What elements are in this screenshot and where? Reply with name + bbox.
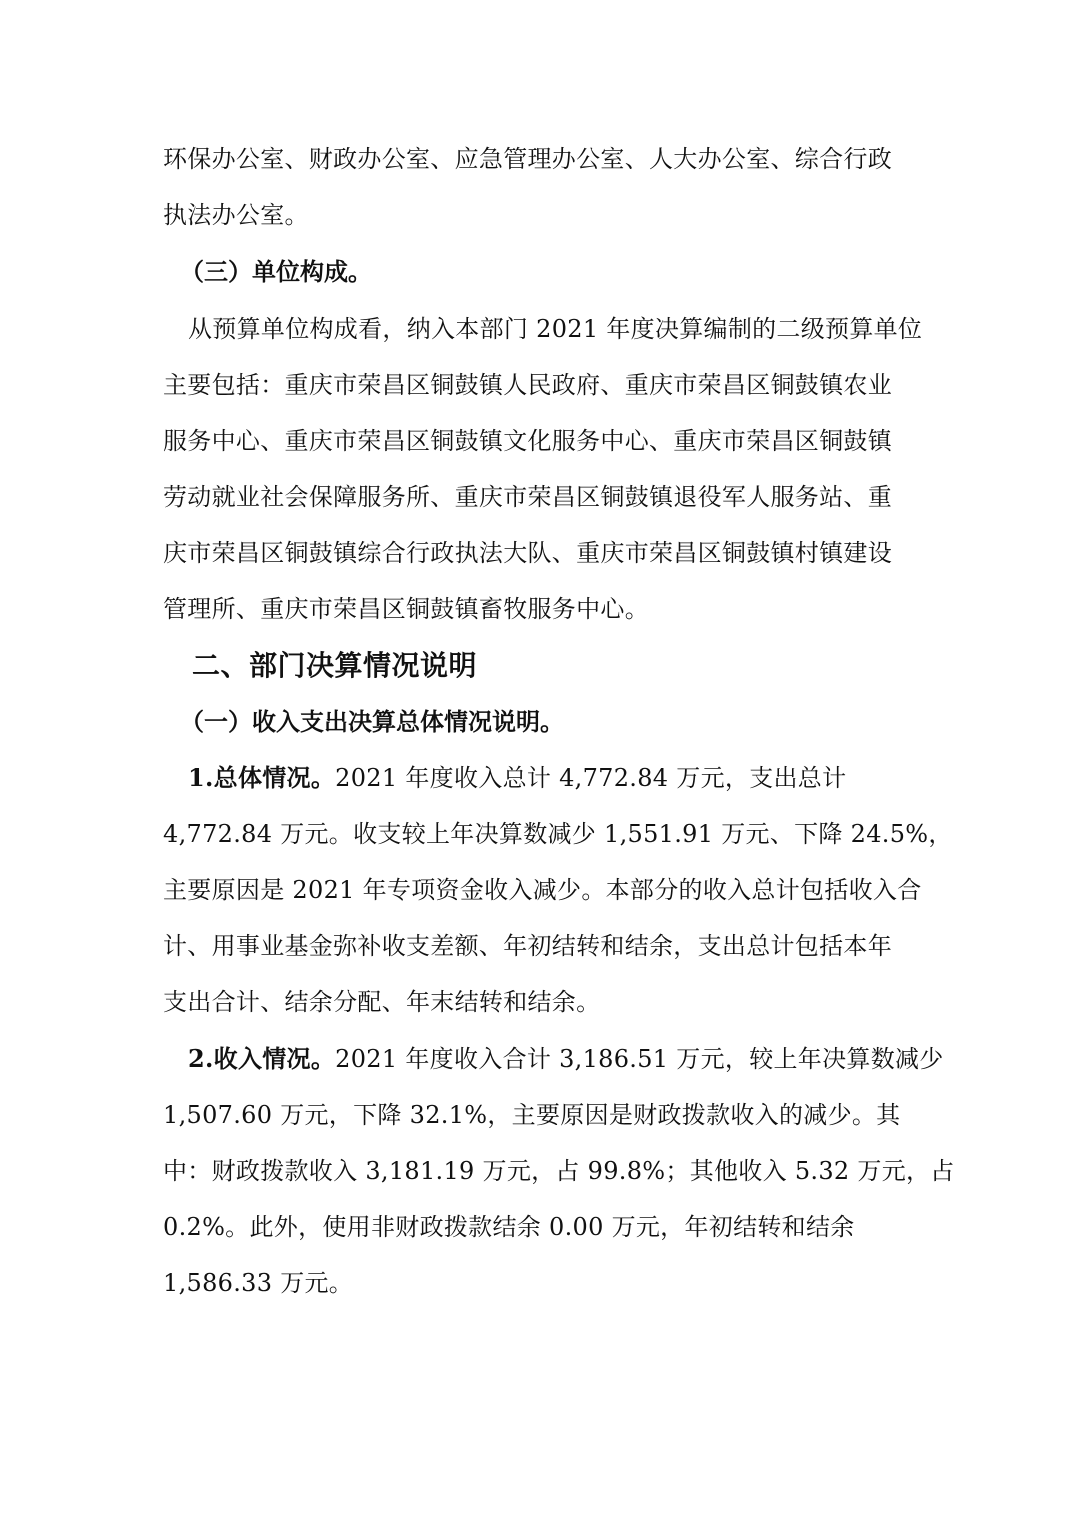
paragraph-lead: 2.收入情况。 [188,1044,336,1073]
paragraph-line: 支出合计、结余分配、年末结转和结余。 [163,988,601,1016]
paragraph-line: 从预算单位构成看，纳入本部门 2021 年度决算编制的二级预算单位 [188,315,923,343]
paragraph-line: 服务中心、重庆市荣昌区铜鼓镇文化服务中心、重庆市荣昌区铜鼓镇 [163,427,892,455]
chapter-heading: 二、部门决算情况说明 [192,649,478,682]
paragraph-line: 0.2%。此外，使用非财政拨款结余 0.00 万元，年初结转和结余 [163,1213,855,1241]
paragraph-text: 2021 年度收入合计 3,186.51 万元，较上年决算数减少 [335,1045,944,1073]
paragraph-line: 劳动就业社会保障服务所、重庆市荣昌区铜鼓镇退役军人服务站、重 [163,483,892,511]
section-title-overall: （一）收入支出决算总体情况说明。 [180,707,564,736]
paragraph-lead: 1.总体情况。 [188,763,336,792]
paragraph-line: 1,507.60 万元，下降 32.1%，主要原因是财政拨款收入的减少。其 [163,1101,901,1129]
section-title-unit-composition: （三）单位构成。 [180,257,372,286]
paragraph-line [188,762,948,794]
paragraph-line: 主要包括：重庆市荣昌区铜鼓镇人民政府、重庆市荣昌区铜鼓镇农业 [163,371,892,399]
paragraph-line [188,1043,948,1075]
paragraph-line: 主要原因是 2021 年专项资金收入减少。本部分的收入总计包括收入合 [163,876,922,904]
paragraph-line: 环保办公室、财政办公室、应急管理办公室、人大办公室、综合行政 [163,145,892,173]
paragraph-line: 庆市荣昌区铜鼓镇综合行政执法大队、重庆市荣昌区铜鼓镇村镇建设 [163,539,892,567]
paragraph-text: 2021 年度收入总计 4,772.84 万元，支出总计 [335,764,847,792]
paragraph-line: 1,586.33 万元。 [163,1269,354,1297]
paragraph-line: 中：财政拨款收入 3,181.19 万元，占 99.8%；其他收入 5.32 万元，占 [163,1157,955,1185]
paragraph-line: 管理所、重庆市荣昌区铜鼓镇畜牧服务中心。 [163,595,649,623]
paragraph-line: 4,772.84 万元。收支较上年决算数减少 1,551.91 万元、下降 24.5%， [163,820,953,848]
paragraph-line: 执法办公室。 [163,201,309,229]
paragraph-line: 计、用事业基金弥补收支差额、年初结转和结余，支出总计包括本年 [163,932,892,960]
